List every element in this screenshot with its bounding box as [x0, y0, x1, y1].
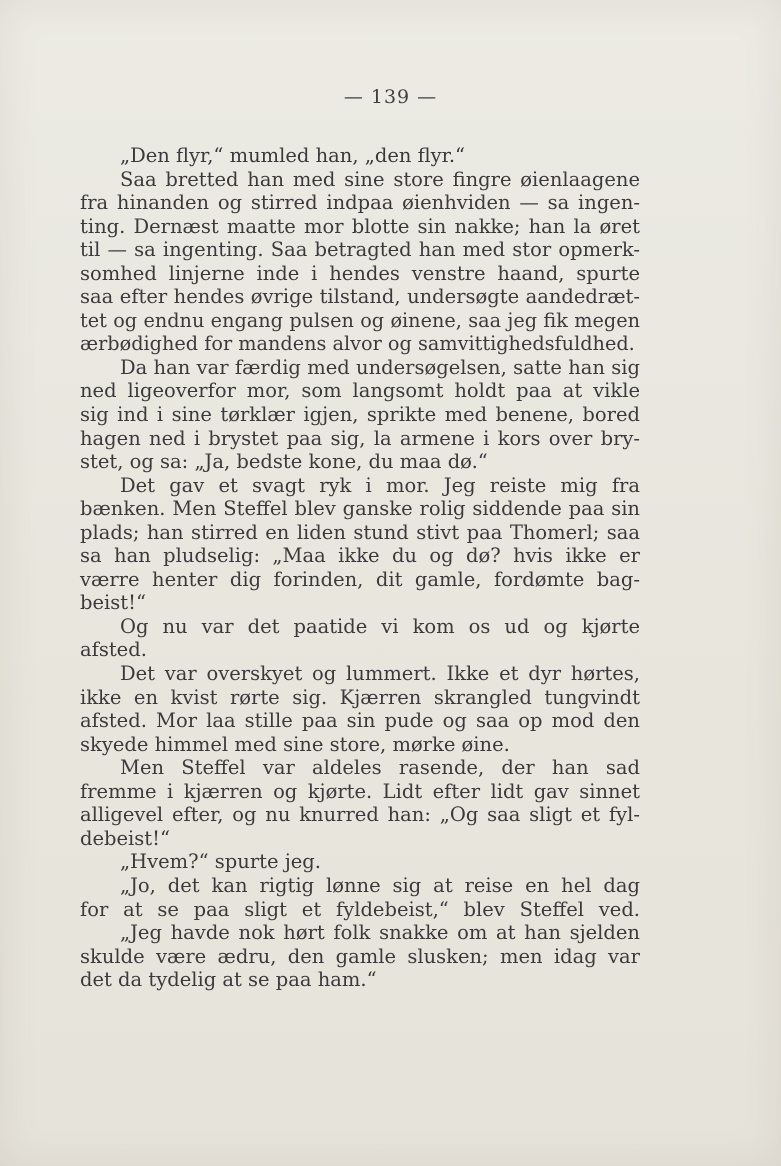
text-line: sig ind i sine tørklær igjen, sprikte med benene, bored [80, 403, 640, 427]
text-line: ærbødighed for mandens alvor og samvittighedsfuldhed. [80, 332, 635, 356]
text-line: ikke en kvist rørte sig. Kjærren skrangled tungvindt [80, 685, 640, 709]
text-line: afsted. Mor laa stille paa sin pude og saa op mod den [80, 709, 640, 733]
text-line: det da tydelig at se paa ham.“ [80, 968, 377, 992]
text-line: bænken. Men Steffel blev ganske rolig siddende paa sin [80, 497, 640, 521]
text-line: plads; han stirred en liden stund stivt paa Thomerl; saa [80, 520, 640, 544]
text-line: til — sa ingenting. Saa betragted han med stor opmerk- [80, 238, 640, 262]
text-line: Og nu var det paatide vi kom os ud og kjørte [120, 614, 640, 638]
text-line: Det var overskyet og lummert. Ikke et dyr hørtes, [120, 662, 640, 686]
text-line: „Jo, det kan rigtig lønne sig at reise en hel dag [120, 873, 640, 897]
text-line: ned ligeoverfor mor, som langsomt holdt paa at vikle [80, 379, 640, 403]
text-line: „Jeg havde nok hørt folk snakke om at han sjelden [120, 921, 640, 945]
text-line: „Hvem?“ spurte jeg. [120, 850, 321, 874]
text-line: for at se paa sligt et fyldebeist,“ blev Steffel ved. [80, 897, 640, 921]
text-line: Saa bretted han med sine store fingre øienlaagene [120, 167, 640, 191]
text-line: ting. Dernæst maatte mor blotte sin nakke; han la øret [80, 214, 640, 238]
text-line: „Den flyr,“ mumled han, „den flyr.“ [120, 144, 465, 167]
text-line: somhed linjerne inde i hendes venstre haand, spurte [80, 261, 640, 285]
text-line: værre henter dig forinden, dit gamle, fordømte bag- [80, 567, 640, 591]
page-number: — 139 — [343, 86, 438, 108]
body-text [80, 144, 640, 992]
text-line: afsted. [80, 638, 147, 662]
text-line: saa efter hendes øvrige tilstand, undersøgte aandedræt- [80, 285, 640, 309]
text-line: stet, og sa: „Ja, bedste kone, du maa dø.“ [80, 450, 488, 474]
text-line: fremme i kjærren og kjørte. Lidt efter lidt gav sinnet [80, 779, 640, 803]
text-line: alligevel efter, og nu knurred han: „Og saa sligt et fyl- [80, 803, 640, 827]
text-line: Da han var færdig med undersøgelsen, satte han sig [120, 355, 640, 379]
text-line: skyede himmel med sine store, mørke øine. [80, 732, 510, 756]
text-line: skulde være ædru, den gamle slusken; men idag var [80, 944, 640, 968]
text-line: sa han pludselig: „Maa ikke du og dø? hvis ikke er [80, 544, 640, 568]
text-line: debeist!“ [80, 826, 170, 850]
text-line: beist!“ [80, 591, 146, 615]
text-line: Det gav et svagt ryk i mor. Jeg reiste mig fra [120, 473, 640, 497]
text-line: fra hinanden og stirred indpaa øienhviden — sa ingen- [80, 191, 640, 215]
text-line: hagen ned i brystet paa sig, la armene i kors over bry- [80, 426, 640, 450]
text-line: tet og endnu engang pulsen og øinene, saa jeg fik megen [80, 308, 640, 332]
text-line: Men Steffel var aldeles rasende, der han sad [120, 756, 640, 780]
